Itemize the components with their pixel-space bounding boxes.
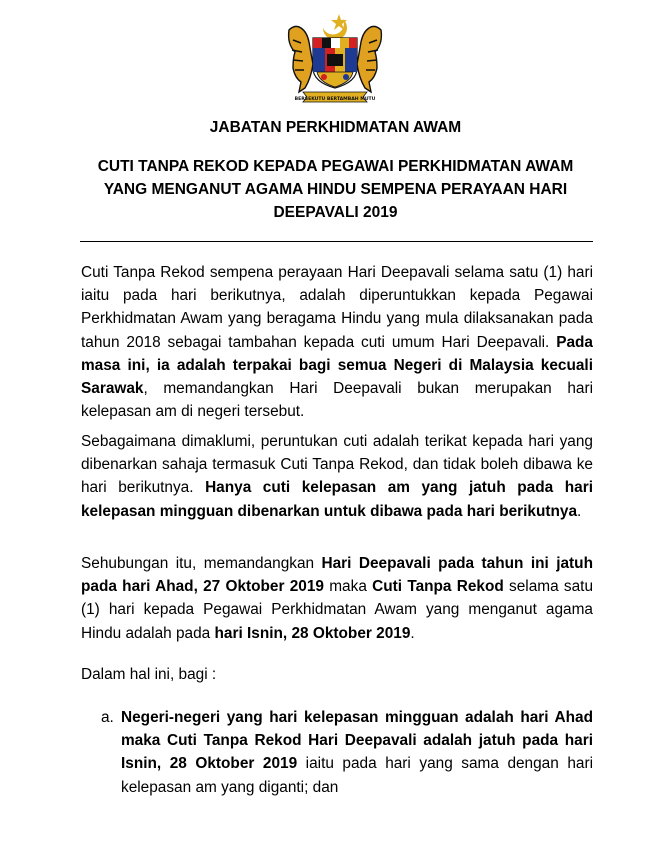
- p2-text-c: .: [577, 502, 582, 520]
- paragraph-2: [81, 430, 593, 523]
- list-item-a: [101, 706, 593, 799]
- item-a-rest: iaitu pada hari yang sama dengan hari kelepasan am yang diganti; dan: [121, 755, 593, 796]
- p2-text-bold: Hanya cuti kelepasan am yang jatuh pada hari kelepasan mingguan dibenarkan untuk dibawa pada hari berikutnya: [81, 479, 593, 520]
- p3-text-bold-1: Hari Deepavali pada tahun ini jatuh pada hari Ahad, 27 Oktober 2019: [81, 555, 593, 596]
- p1-text-a: Cuti Tanpa Rekod sempena perayaan Hari Deepavali selama satu (1) hari iaitu pada hari berikutnya, adalah diperuntukkan kepada Pegawai Perkhidmatan Awam yang beragama Hindu yang mula dilaksanakan pada tahun 2018 sebagai tambahan kepada cuti umum Hari Deepavali.: [81, 264, 593, 351]
- p3-text-e: selama satu (1) hari kepada Pegawai Perkhidmatan Awam yang menganut agama Hindu adalah pada: [81, 578, 594, 642]
- paragraph-4: Dalam hal ini, bagi :: [81, 666, 217, 683]
- document-title: [60, 155, 611, 224]
- left-tiger-icon: [289, 26, 313, 92]
- paragraph-3: [81, 552, 593, 645]
- list-item-text: [121, 706, 593, 799]
- p3-text-bold-2: Cuti Tanpa Rekod: [372, 578, 504, 596]
- p3-text-bold-3: hari Isnin, 28 Oktober 2019: [214, 624, 411, 642]
- header-divider: [80, 241, 593, 242]
- shield-icon: [313, 38, 357, 88]
- p3-text-g: .: [410, 624, 415, 642]
- item-a-bold: Negeri-negeri yang hari kelepasan mingguan adalah hari Ahad maka Cuti Tanpa Rekod Hari Deepavali adalah jatuh pada hari Isnin, 28 Oktober 2019: [121, 709, 593, 773]
- p3-text-c: maka: [323, 578, 373, 596]
- title-line-2: YANG MENGANUT AGAMA HINDU SEMPENA PERAYAAN HARI: [103, 181, 568, 198]
- coat-of-arms-logo: [283, 10, 387, 108]
- paragraph-1: [81, 261, 593, 423]
- p1-text-bold: Pada masa ini, ia adalah terpakai bagi semua Negeri di Malaysia kecuali Sarawak: [81, 333, 593, 398]
- title-line-1: CUTI TANPA REKOD KEPADA PEGAWAI PERKHIDMATAN AWAM: [97, 158, 574, 175]
- motto-scroll-icon: [295, 92, 376, 102]
- crest-motto-text: BERSEKUTU BERTAMBAH MUTU: [294, 97, 376, 102]
- department-name: JABATAN PERKHIDMATAN AWAM: [209, 119, 462, 136]
- p2-text-a: Sebagaimana dimaklumi, peruntukan cuti adalah terikat kepada hari yang dibenarkan sahaja termasuk Cuti Tanpa Rekod, dan tidak boleh dibawa ke hari berikutnya.: [81, 433, 593, 497]
- right-tiger-icon: [357, 26, 381, 92]
- list-marker: a.: [101, 709, 114, 726]
- crescent-star-icon: [323, 14, 347, 40]
- p3-text-a: Sehubungan itu, memandangkan: [81, 555, 322, 572]
- p1-text-c: , memandangkan Hari Deepavali bukan merupakan hari kelepasan am di negeri tersebut.: [81, 380, 593, 421]
- title-line-3: DEEPAVALI 2019: [273, 204, 398, 221]
